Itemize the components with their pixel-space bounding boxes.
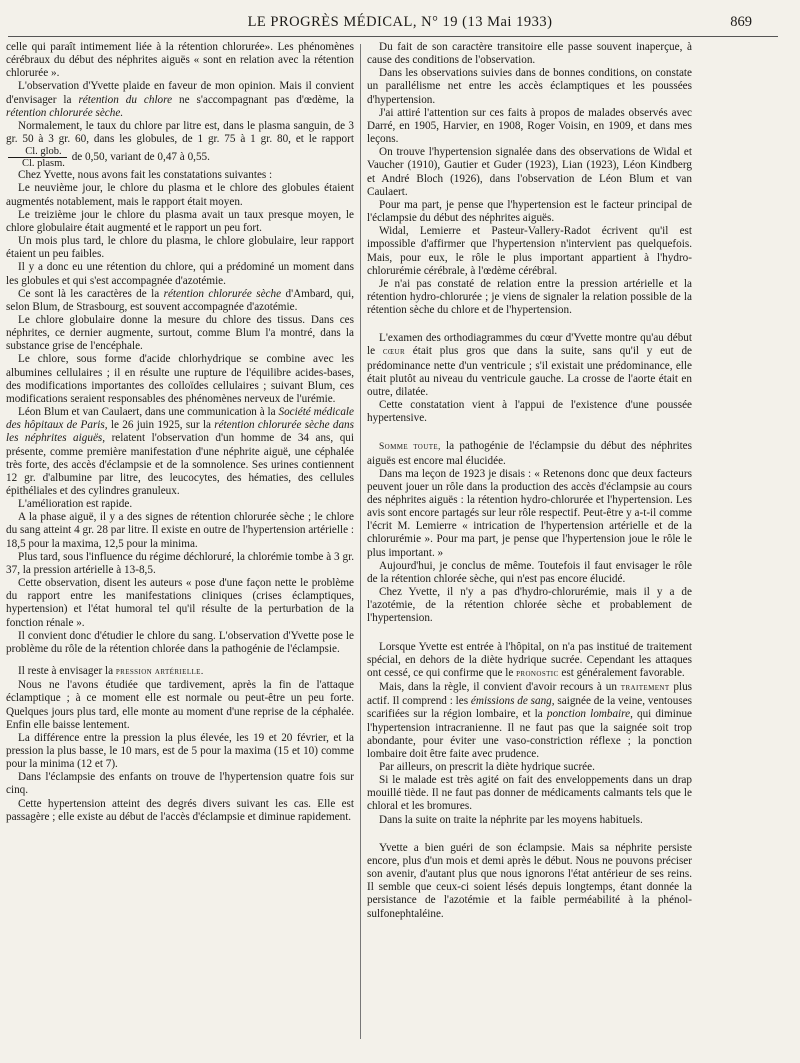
page-number: 869 [730,14,752,30]
paragraph: Mais, dans la règle, il convient d'avoir recours à un traitement plus actif. Il comprend : les émissions de sang, saignée de la veine, ventouses scarifiées sur la région lombaire, et la ponction lombaire, qui diminue l'hypertension intracranienne. Il ne faut pas que la saignée soit trop abondante, pour éviter une vaso-constriction réflexe ; la ponction lombaire doit être faite avec prudence. [367,681,693,760]
paragraph: On trouve l'hypertension signalée dans des observations de Widal et Vaucher (1910), Gautier et Guder (1923), Lian (1923), Léon Kindberg et André Bloch (1926), dans l'observation de Léon Blum et van Caulaert. [367,146,692,198]
page-header [0,14,800,36]
paragraph: Du fait de son caractère transitoire elle passe souvent inaperçue, à cause des conditions de l'observation. [367,41,692,67]
paragraph: Dans la suite on traite la néphrite par les moyens habituels. [379,813,643,826]
spacer [367,425,692,440]
paragraph: celle qui paraît intimement liée à la rétention chlorurée». Les phénomènes cérébraux du début des néphrites aiguës « sont en relation avec la rétention chlorurée ». [6,41,354,80]
paragraph: Nous ne l'avons étudiée que tardivement, après la fin de l'attaque éclamptique ; à ce moment elle est normale ou peut-être un peu forte. Quelques jours plus tard, elle monte au moment d'une reprise de la céphalée. Enfin elle baisse lentement. [6,679,354,731]
paragraph: Léon Blum et van Caulaert, dans une communication à la Société médicale des hôpitaux de Paris, le 26 juin 1925, sur la rétention chlorurée sèche dans les néphrites aiguës, relatent l'observation d'un homme de 34 ans, qui présente, comme première manifestation d'une néphrite aiguë, une céphalée très forte, des accès d'éclampsie et de la somnolence. Ses urines contiennent 12 gr. d'albumine par litre, des leucocytes, des hématies, des cellules épithéliales et des cylindres granuleux. [6,406,354,497]
paragraph: Dans l'éclampsie des enfants on trouve de l'hypertension quatre fois sur cinq. [6,771,354,797]
paragraph: Si le malade est très agité on fait des enveloppements dans un drap mouillé tiède. Il ne faut pas donner de médicaments calmants tels que le chloral et les bromures. [367,774,692,813]
paragraph: L'amélioration est rapide. [18,498,133,511]
paragraph: Par ailleurs, on prescrit la diète hydrique sucrée. [379,760,595,773]
paragraph: Normalement, le taux du chlore par litre est, dans le plasma sanguin, de 3 gr. 50 à 3 gr. 60, dans les globules, de 1 gr. 75 à 1 gr. 80, et le rapport $\frac{\text{Cl. glob.}}{\text{Cl. plasm.}}$ de 0,50, variant de 0,47 à 0,55. [6,119,354,170]
paragraph: La différence entre la pression la plus élevée, les 19 et 20 février, et la pression la plus basse, le 10 mars, est de 5 pour la maxima (15 et 10) comme pour la minima (12 et 7). [6,731,354,771]
right-column [367,41,692,921]
paragraph: Je n'ai pas constaté de relation entre la pression artérielle et la rétention hydro-chlorurée ; je viens de signaler la relation possible de la rétention sèche du chlore et de l'hypertension. [367,277,692,317]
header-rule [8,36,778,37]
paragraph: Cette constatation vient à l'appui de l'existence d'une poussée hypertensive. [367,399,692,425]
paragraph: Dans les observations suivies dans de bonnes conditions, on constate un parallélisme net entre les accès éclamptiques et les poussées d'hypertension. [367,67,692,106]
column-divider [360,44,361,1039]
paragraph: Le neuvième jour, le chlore du plasma et le chlore des globules étaient augmentés notablement, mais le rapport était moyen. [6,182,354,208]
paragraph: Un mois plus tard, le chlore du plasma, le chlore globulaire, leur rapport étaient un peu faibles. [6,235,354,261]
paragraph: Somme toute, la pathogénie de l'éclampsie du début des néphrites aiguës est encore mal élucidée. [367,440,692,467]
spacer [6,656,354,665]
paragraph: Le chlore globulaire donne la mesure du chlore des tissus. Dans ces néphrites, ce dernier augmente, surtout, comme Blum l'a montré, dans la substance grise de l'encéphale. [6,313,354,353]
paragraph: Cette hypertension atteint des degrés divers suivant les cas. Elle est passagère ; elle existe au début de l'accès d'éclampsie et diminue rapidement. [6,797,354,823]
running-title: LE PROGRÈS MÉDICAL, N° 19 (13 Mai 1933) [247,14,553,30]
paragraph: Il reste à envisager la pression artérielle. [18,665,204,678]
paragraph: Lorsque Yvette est entrée à l'hôpital, on n'a pas institué de traitement spécial, en dehors de la diète hydrique sucrée. Cependant les attaques ont cessé, ce qui confirme que le pronostic est généralement favorable. [367,640,692,679]
paragraph: J'ai attiré l'attention sur ces faits à propos de malades observés avec Darré, en 1905, Harvier, en 1908, Roger Voisin, en 1909, et dans mes leçons. [367,106,692,146]
spacer [367,626,692,641]
paragraph: A la phase aiguë, il y a des signes de rétention chlorurée sèche ; le chlore du sang atteint 4 gr. 28 par litre. Il existe en outre de l'hypertension artérielle : 18,5 pour la maxima, 12,5 pour la minima. [6,511,354,550]
paragraph: Le chlore, sous forme d'acide chlorhydrique se combine avec les albumines cellulaires ; il en résulte une rupture de l'équilibre acides-bases, des modifications importantes des colloïdes cellulaires ; suivant Blum, ces modifications seraient responsables des phénomènes nerveux de l'urémie. [6,353,354,405]
chlorine-ratio-fraction: $\frac{\text{Cl. glob.}}{\text{Cl. plasm.}}$ [8,146,67,169]
paragraph: Cette observation, disent les auteurs « pose d'une façon nette le problème du rapport entre les manifestations cliniques (crises éclamptiques, hypertension) et l'état humoral tel qu'il résulte de la perturbation de la fonction rénale ». [6,577,354,629]
paragraph: Il y a donc eu une rétention du chlore, qui a prédominé un moment dans les globules et qui s'est accompagnée d'azotémie. [6,261,354,287]
paragraph: Widal, Lemierre et Pasteur-Vallery-Radot écrivent qu'il est impossible d'affirmer que l'hypertension n'intervient pas quelquefois. Mais, pour eux, le rôle le plus important appartient à l'hydro-chlorurémie cérébrale, à l'œdème cérébral. [367,225,692,277]
paragraph: Ce sont là les caractères de la rétention chlorurée sèche d'Ambard, qui, selon Blum, de Strasbourg, est souvent accompagnée d'azotémie. [6,287,355,313]
paragraph: Le treizième jour le chlore du plasma avait un taux presque moyen, le chlore globulaire était augmenté et le rapport un peu fort. [6,208,354,234]
paragraph: Chez Yvette, nous avons fait les constatations suivantes : [18,169,273,182]
paragraph: Chez Yvette, il n'y a pas d'hydro-chlorurémie, mais il y a de l'azotémie, de la rétention chlorée sèche et probablement de l'hypertension. [367,586,692,625]
paragraph: Il convient donc d'étudier le chlore du sang. L'observation d'Yvette pose le problème du rôle de la rétention chlorée dans la pathogénie de l'éclampsie. [6,629,354,655]
spacer [367,317,692,332]
paragraph: Pour ma part, je pense que l'hypertension est le facteur principal de l'éclampsie du début des néphrites aiguës. [367,198,692,225]
paragraph: L'examen des orthodiagrammes du cœur d'Yvette montre qu'au début le cœur était plus gros que dans la suite, sans qu'il y eut de prédominance nette d'un ventricule ; s'il existait une prédominance, elle était plutôt au niveau du ventricule gauche. La crosse de l'aorte était en outre, dilatée. [367,332,693,398]
spacer [367,827,692,842]
left-column [6,41,354,824]
paragraph: Yvette a bien guéri de son éclampsie. Mais sa néphrite persiste encore, plus d'un mois et demi après le début. Nous ne pouvons préciser son avenir, d'autant plus que nous ignorons l'état antérieur de ses reins. Il semble que ceux-ci soient lésés depuis longtemps, étant donnée la persistance de l'azotémie et la faible perméabilité à la phénol-sulfonephtaléine. [367,841,692,920]
paragraph: Dans ma leçon de 1923 je disais : « Retenons donc que deux facteurs peuvent jouer un rôle dans la production des accès d'éclampsie au cours des néphrites aiguës : la rétention hydro-chlorurée et l'hypertension. Les avis sont encore partagés sur leur rôle respectif. Peut-être y a-t-il comme l'écrit M. Lemierre « intrication de l'hypertension artérielle et de la chlorurémie ». Pour ma part, je pense que l'hypertension joue le rôle le plus important. » [367,467,692,559]
paragraph: Aujourd'hui, je conclus de même. Toutefois il faut envisager le rôle de la rétention chlorée sèche, qui n'est pas encore élucidé. [367,559,692,585]
paragraph: Plus tard, sous l'influence du régime déchloruré, la chlorémie tombe à 3 gr. 37, la pression artérielle à 13-8,5. [6,550,354,576]
paragraph: L'observation d'Yvette plaide en faveur de mon opinion. Mais il convient d'envisager la rétention du chlore ne s'accompagnant pas d'œdème, la rétention chlorurée sèche. [6,80,354,119]
